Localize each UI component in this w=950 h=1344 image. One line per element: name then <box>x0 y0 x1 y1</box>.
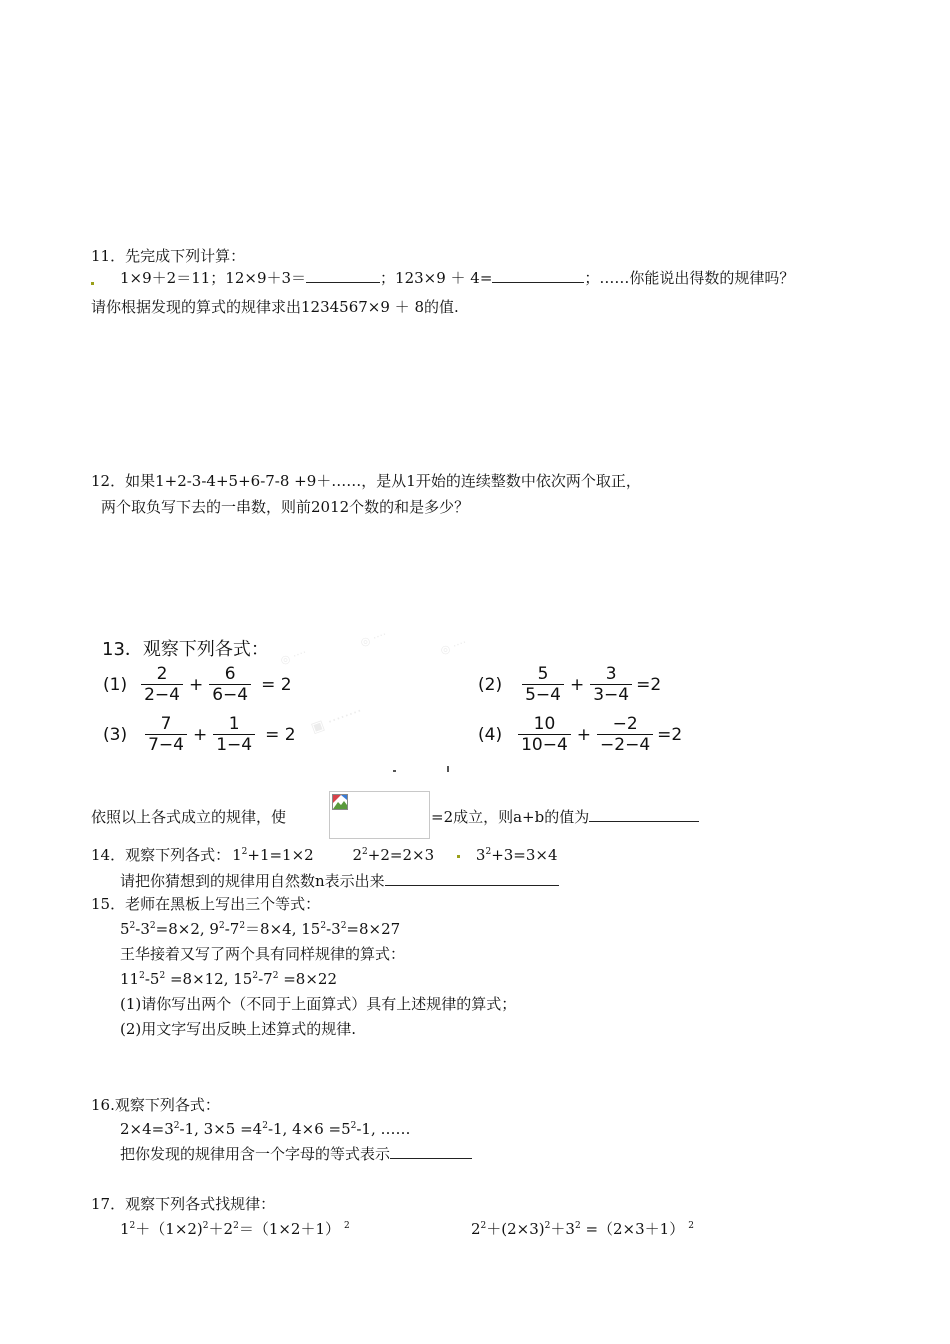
equation-label: (1) <box>103 674 128 695</box>
p14-line2: 请把你猜想到的规律用自然数n表示出来 <box>120 871 559 891</box>
p12-line1: 12．如果1+2-3-4+5+6-7-8 +9＋……，是从1开始的连续整数中依次两个取正， <box>91 472 641 490</box>
p15-line2: $5^2-3^2=8\times 2$, $9^2-7^2=8\times 4$, $15^2-3^2=8\times 27$ <box>120 920 401 938</box>
equation-label: (4) <box>478 724 503 745</box>
broken-image-placeholder <box>329 791 430 839</box>
p11-heading: 11．先完成下列计算： <box>91 247 246 265</box>
fraction: $\frac{3}{3-4}$ <box>590 664 632 705</box>
p15-line6: (2)用文字写出反映上述算式的规律. <box>120 1020 357 1038</box>
watermark: ◎ ···· <box>278 645 309 668</box>
watermark: ◎ ···· <box>358 627 389 650</box>
fraction: $\frac{2}{2-4}$ <box>141 664 183 705</box>
p11-calc-line <box>120 268 794 288</box>
p11-calc-text-a: 1×9＋2＝11；12×9＋3＝ <box>120 269 307 287</box>
fraction: $\frac{-2}{-2-4}$ <box>597 714 653 755</box>
p16-line2: $2\times 4=3^2-1$, $3\times 5 =4^2-1$, $4\times 6 =5^2-1$, …… <box>120 1120 411 1138</box>
equation-4: (4) $\frac{10}{10-4}$ + $\frac{-2}{-2-4}$ =2 <box>478 714 683 755</box>
p11-calc-text-c: ；……你能说出得数的规律吗？ <box>584 269 795 287</box>
p14-line1: 14．观察下列各式： $1^2+1=1\times 2$ $2^2+2=2\times 3$ $3^2+3=3\times 4$ <box>91 846 558 864</box>
p11-question: 请你根据发现的算式的规律求出1234567×9 ＋ 8的值. <box>91 298 459 316</box>
broken-image-icon <box>332 794 348 810</box>
equation-label: (2) <box>478 674 503 695</box>
p17-eq1: $1^2+(1\times 2)^2+2^2=(1\times 2+1)$ $^2$ <box>120 1220 350 1238</box>
scan-speck <box>393 770 396 772</box>
p11-calc-text-b: ；123×9 ＋ 4= <box>380 269 493 287</box>
p17-heading: 17．观察下列各式找规律： <box>91 1195 276 1213</box>
p16-line3: 把你发现的规律用含一个字母的等式表示 <box>120 1144 472 1164</box>
fraction: $\frac{10}{10-4}$ <box>518 714 571 755</box>
equation-label: (3) <box>103 724 128 745</box>
watermark: ◎ ···· <box>438 635 469 658</box>
fraction: $\frac{6}{6-4}$ <box>209 664 251 705</box>
answer-blank[interactable] <box>306 268 380 283</box>
p13-followup-b: =2成立，则a+b的值为 <box>431 807 699 827</box>
equation-2: (2) $\frac{5}{5-4}$ + $\frac{3}{3-4}$ =2 <box>478 664 662 705</box>
watermark: ▣ ········ <box>308 703 365 737</box>
scan-speck <box>447 766 449 772</box>
p17-eq2: $2^2+(2\times 3)^2+3^2 =(2\times 3+1)$ $^2$ <box>471 1220 694 1238</box>
fraction: $\frac{1}{1-4}$ <box>213 714 255 755</box>
p13-followup-a: 依照以上各式成立的规律，使 <box>91 808 287 826</box>
answer-blank[interactable] <box>589 807 699 822</box>
decorative-dot <box>91 282 94 285</box>
answer-blank[interactable] <box>492 268 584 283</box>
p15-line3: 王华接着又写了两个具有同样规律的算式： <box>120 945 406 963</box>
p12-line2: 两个取负写下去的一串数，则前2012个数的和是多少？ <box>101 498 470 516</box>
answer-blank[interactable] <box>390 1144 472 1159</box>
equation-3: (3) $\frac{7}{7-4}$ + $\frac{1}{1-4}$ = 2 <box>103 714 296 755</box>
answer-blank[interactable] <box>385 871 559 886</box>
decorative-dot <box>457 855 460 858</box>
p15-line4: $11^2-5^2 =8\times 12$, $15^2-7^2 =8\times 22$ <box>120 970 337 988</box>
p15-line5: (1)请你写出两个（不同于上面算式）具有上述规律的算式； <box>120 995 517 1013</box>
equation-1: (1) $\frac{2}{2-4}$ + $\frac{6}{6-4}$ = 2 <box>103 664 292 705</box>
fraction: $\frac{5}{5-4}$ <box>522 664 564 705</box>
p15-heading: 15．老师在黑板上写出三个等式： <box>91 895 321 913</box>
p13-heading: 13．观察下列各式： <box>102 639 269 660</box>
fraction: $\frac{7}{7-4}$ <box>145 714 187 755</box>
p16-heading: 16.观察下列各式： <box>91 1096 220 1114</box>
